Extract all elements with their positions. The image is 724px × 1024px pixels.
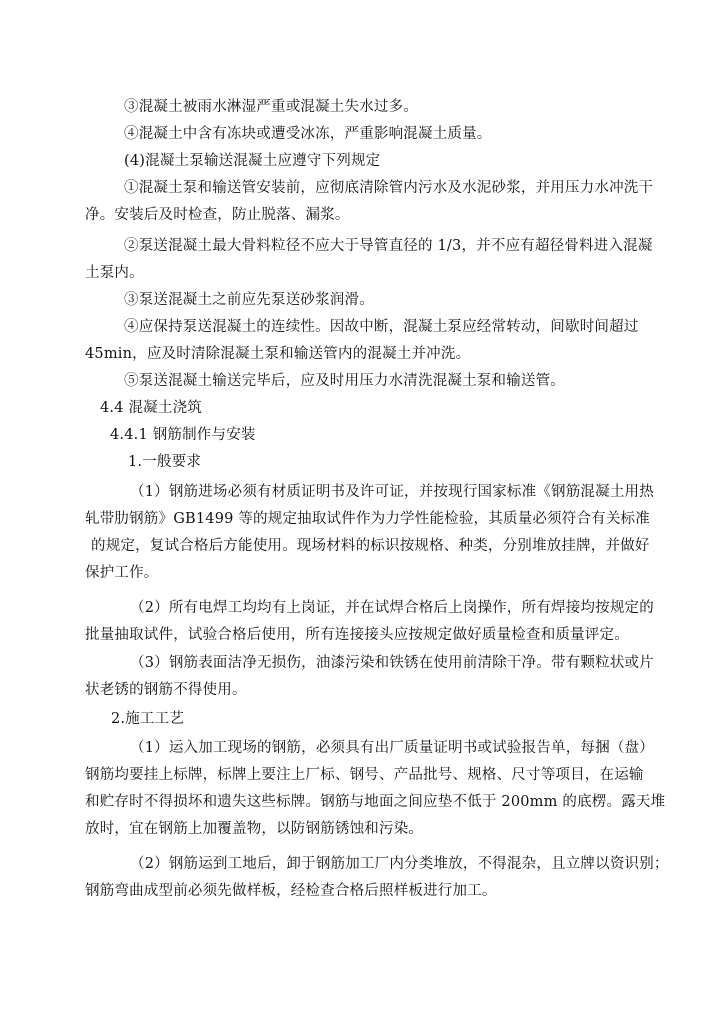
text-line: 钢筋均要挂上标牌，标牌上要注上厂标、钢号、产品批号、规格、尺寸等项目，在运输 — [85, 767, 644, 783]
text-line: ②泵送混凝土最大骨料粒径不应大于导管直径的 1/3，并不应有超径骨料进入混凝 — [124, 238, 653, 254]
text-line: ④混凝土中含有冻块或遭受冰冻，严重影响混凝土质量。 — [124, 126, 492, 142]
text-line: （2）所有电焊工均均有上岗证，并在试焊合格后上岗操作，所有焊接均按规定的 — [130, 600, 654, 616]
text-line: （1）运入加工现场的钢筋，必须具有出厂质量证明书或试验报告单，每捆（盘） — [130, 740, 654, 756]
text-line: 净。安装后及时检查，防止脱落、漏浆。 — [85, 207, 350, 223]
text-line: 批量抽取试件，试验合格后使用，所有连接接头应按规定做好质量检查和质量评定。 — [85, 627, 629, 643]
text-line: ⑤泵送混凝土输送完毕后，应及时用压力水清洗混凝土泵和输送管。 — [124, 373, 565, 389]
text-line: 土泵内。 — [85, 265, 144, 281]
text-line: （3）钢筋表面洁净无损伤，油漆污染和铁锈在使用前清除干净。带有颗粒状或片 — [130, 655, 654, 671]
subsection-heading: 4.4.1 钢筋制作与安装 — [110, 427, 256, 443]
text-line: 轧带肋钢筋》GB1499 等的规定抽取试件作为力学性能检验，其质量必须符合有关标准 — [85, 511, 650, 527]
text-line: 的规定，复试合格后方能使用。现场材料的标识按规格、种类，分别堆放挂牌，并做好 — [91, 538, 650, 554]
section-heading: 4.4 混凝土浇筑 — [100, 400, 202, 416]
text-line: ③混凝土被雨水淋湿严重或混凝土失水过多。 — [124, 99, 418, 115]
text-line: 放时，宜在钢筋上加覆盖物，以防钢筋锈蚀和污染。 — [85, 821, 424, 837]
item-heading: 2.施工工艺 — [111, 711, 185, 727]
text-line: 和贮存时不得损坏和遗失这些标牌。钢筋与地面之间应垫不低于 200mm 的底楞。露天堆 — [85, 794, 666, 810]
text-line: 45min，应及时清除混凝土泵和输送管内的混凝土并冲洗。 — [85, 346, 471, 362]
text-line: 保护工作。 — [85, 565, 159, 581]
text-line: （1）钢筋进场必须有材质证明书及许可证，并按现行国家标准《钢筋混凝土用热 — [130, 484, 654, 500]
text-line: （2）钢筋运到工地后，卸于钢筋加工厂内分类堆放，不得混杂，且立牌以资识别； — [130, 856, 669, 872]
text-line: 钢筋弯曲成型前必须先做样板，经检查合格后照样板进行加工。 — [85, 883, 497, 899]
item-heading: 1.一般要求 — [128, 454, 202, 470]
text-line: ③泵送混凝土之前应先泵送砂浆润滑。 — [124, 292, 374, 308]
text-line: (4)混凝土泵输送混凝土应遵守下列规定 — [124, 153, 381, 169]
text-line: ①混凝土泵和输送管安装前，应彻底清除管内污水及水泥砂浆，并用压力水冲洗干 — [124, 180, 654, 196]
text-line: ④应保持泵送混凝土的连续性。因故中断，混凝土泵应经常转动，间歇时间超过 — [124, 319, 639, 335]
text-line: 状老锈的钢筋不得使用。 — [85, 682, 247, 698]
